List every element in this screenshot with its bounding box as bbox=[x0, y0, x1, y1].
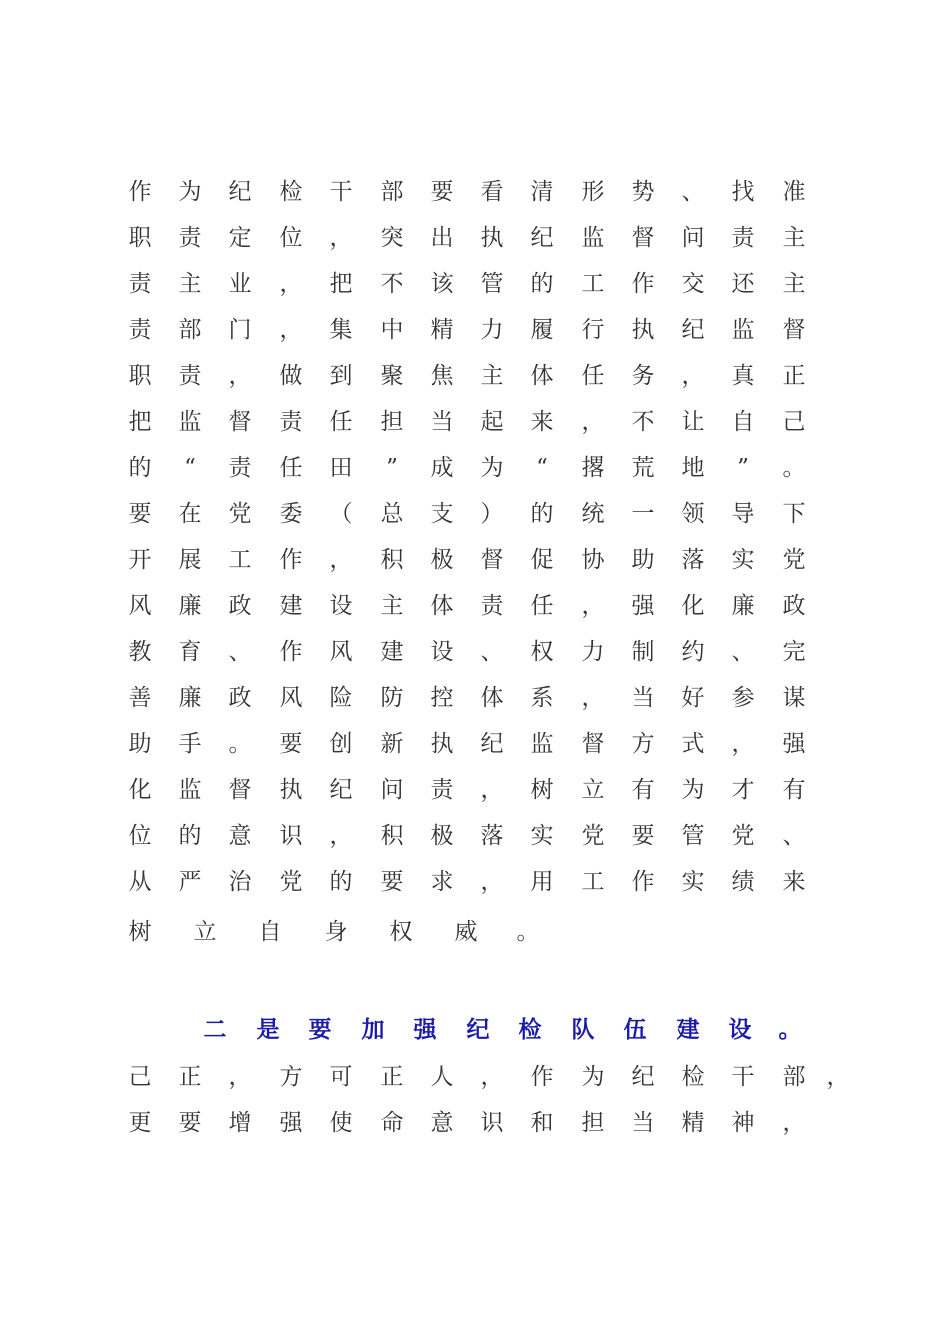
line-char: 识 bbox=[279, 823, 303, 849]
line-char: 监 bbox=[731, 317, 755, 343]
line-char: 主 bbox=[178, 271, 202, 297]
line-char: ， bbox=[782, 1110, 806, 1136]
line-char: 廉 bbox=[178, 593, 202, 619]
line-char: ） bbox=[480, 501, 504, 527]
line-char: 监 bbox=[581, 225, 605, 251]
line-char: 干 bbox=[731, 1064, 755, 1090]
line-char: 责 bbox=[128, 271, 152, 297]
line-char: 工 bbox=[581, 869, 605, 895]
line-char: 地 bbox=[681, 455, 705, 481]
line-char: ， bbox=[329, 547, 353, 573]
line-char: 的 bbox=[530, 501, 554, 527]
line-char: 意 bbox=[430, 1110, 454, 1136]
line-char: 约 bbox=[681, 639, 705, 665]
line-char: 政 bbox=[228, 593, 252, 619]
line-char: 势 bbox=[631, 179, 655, 205]
line-char: 总 bbox=[380, 501, 404, 527]
line-char: 主 bbox=[380, 593, 404, 619]
body-text-line bbox=[0, 678, 950, 718]
line-char: 是 bbox=[256, 1016, 280, 1043]
line-char: 位 bbox=[128, 823, 152, 849]
line-char: 创 bbox=[329, 731, 353, 757]
body-text-line bbox=[0, 816, 950, 856]
line-char: 廉 bbox=[731, 593, 755, 619]
line-char: 权 bbox=[389, 919, 413, 945]
line-char: “ bbox=[536, 455, 548, 481]
line-char: 干 bbox=[329, 179, 353, 205]
line-char: 式 bbox=[681, 731, 705, 757]
line-char: 自 bbox=[258, 919, 282, 945]
line-char: 强 bbox=[279, 1110, 303, 1136]
line-char: ， bbox=[581, 593, 605, 619]
line-char: 管 bbox=[480, 271, 504, 297]
line-char: 严 bbox=[178, 869, 202, 895]
line-char: 育 bbox=[178, 639, 202, 665]
line-char: 新 bbox=[380, 731, 404, 757]
line-char: 设 bbox=[728, 1016, 752, 1043]
line-char: 体 bbox=[430, 593, 454, 619]
line-char: 准 bbox=[782, 179, 806, 205]
line-char: 制 bbox=[631, 639, 655, 665]
line-char: 执 bbox=[279, 777, 303, 803]
line-char: 集 bbox=[329, 317, 353, 343]
line-char: 起 bbox=[480, 409, 504, 435]
line-char: 纪 bbox=[329, 777, 353, 803]
line-char: 来 bbox=[530, 409, 554, 435]
line-char: 正 bbox=[178, 1064, 202, 1090]
line-char: 实 bbox=[530, 823, 554, 849]
line-char: 设 bbox=[430, 639, 454, 665]
line-char: 在 bbox=[178, 501, 202, 527]
line-char: 建 bbox=[676, 1016, 700, 1043]
section-heading bbox=[0, 1010, 950, 1050]
line-char: 把 bbox=[329, 271, 353, 297]
line-char: 担 bbox=[380, 409, 404, 435]
line-char: 执 bbox=[631, 317, 655, 343]
line-char: 力 bbox=[581, 639, 605, 665]
line-char: 作 bbox=[128, 179, 152, 205]
body-text-line bbox=[0, 770, 950, 810]
line-char: 当 bbox=[430, 409, 454, 435]
line-char: 、 bbox=[731, 639, 755, 665]
line-char: 做 bbox=[279, 363, 303, 389]
line-char: 参 bbox=[731, 685, 755, 711]
line-char: 积 bbox=[380, 823, 404, 849]
line-char: 荒 bbox=[631, 455, 655, 481]
line-char: 督 bbox=[228, 409, 252, 435]
line-char: 意 bbox=[228, 823, 252, 849]
line-char: 定 bbox=[228, 225, 252, 251]
line-char: 风 bbox=[128, 593, 152, 619]
line-char: 聚 bbox=[380, 363, 404, 389]
line-char: 督 bbox=[228, 777, 252, 803]
line-char: 方 bbox=[279, 1064, 303, 1090]
line-char: 党 bbox=[581, 823, 605, 849]
line-char: 管 bbox=[681, 823, 705, 849]
line-char: 不 bbox=[380, 271, 404, 297]
line-char: ， bbox=[480, 1064, 504, 1090]
line-char: 、 bbox=[228, 639, 252, 665]
line-char: 自 bbox=[731, 409, 755, 435]
line-char: ， bbox=[228, 363, 252, 389]
line-char: 监 bbox=[178, 777, 202, 803]
line-char: 和 bbox=[530, 1110, 554, 1136]
line-char: 更 bbox=[128, 1110, 152, 1136]
body-text-line bbox=[0, 724, 950, 764]
line-char: 化 bbox=[681, 593, 705, 619]
line-char: 检 bbox=[279, 179, 303, 205]
line-char: 纪 bbox=[466, 1016, 490, 1043]
line-char: 正 bbox=[782, 363, 806, 389]
line-char: 当 bbox=[631, 685, 655, 711]
line-char: 、 bbox=[782, 823, 806, 849]
line-char: 为 bbox=[581, 1064, 605, 1090]
line-char: 履 bbox=[530, 317, 554, 343]
line-char: 行 bbox=[581, 317, 605, 343]
line-char: 责 bbox=[279, 409, 303, 435]
line-char: 责 bbox=[430, 777, 454, 803]
line-char: “ bbox=[184, 455, 196, 481]
line-char: 出 bbox=[430, 225, 454, 251]
line-char: 中 bbox=[380, 317, 404, 343]
line-char: 使 bbox=[329, 1110, 353, 1136]
body-text-line bbox=[0, 862, 950, 902]
line-char: 协 bbox=[581, 547, 605, 573]
line-char: 下 bbox=[782, 501, 806, 527]
line-char: 田 bbox=[329, 455, 353, 481]
line-char: 部 bbox=[782, 1064, 806, 1090]
line-char: 化 bbox=[128, 777, 152, 803]
line-char: 纪 bbox=[530, 225, 554, 251]
line-char: 主 bbox=[782, 225, 806, 251]
line-char: 门 bbox=[228, 317, 252, 343]
line-char: 要 bbox=[380, 869, 404, 895]
line-char: 方 bbox=[631, 731, 655, 757]
line-char: 突 bbox=[380, 225, 404, 251]
body-text-line bbox=[0, 264, 950, 304]
line-char: 执 bbox=[480, 225, 504, 251]
line-char: 才 bbox=[731, 777, 755, 803]
line-char: 导 bbox=[731, 501, 755, 527]
line-char: 教 bbox=[128, 639, 152, 665]
line-char: 当 bbox=[631, 1110, 655, 1136]
line-char: 业 bbox=[228, 271, 252, 297]
line-char: 。 bbox=[516, 919, 540, 945]
line-char: 部 bbox=[380, 179, 404, 205]
line-char: 谋 bbox=[782, 685, 806, 711]
line-char: 威 bbox=[454, 919, 478, 945]
line-char: 问 bbox=[380, 777, 404, 803]
line-char: 党 bbox=[279, 869, 303, 895]
line-char: 己 bbox=[128, 1064, 152, 1090]
line-char: 设 bbox=[329, 593, 353, 619]
line-char: 监 bbox=[178, 409, 202, 435]
line-char: 开 bbox=[128, 547, 152, 573]
line-char: ” bbox=[737, 455, 749, 481]
line-char: 督 bbox=[480, 547, 504, 573]
line-char: 求 bbox=[430, 869, 454, 895]
line-char: 工 bbox=[581, 271, 605, 297]
line-char: 作 bbox=[631, 271, 655, 297]
line-char: 二 bbox=[203, 1016, 227, 1043]
body-text-line bbox=[0, 172, 950, 212]
line-char: 、 bbox=[681, 179, 705, 205]
line-char: 不 bbox=[631, 409, 655, 435]
line-char: 完 bbox=[782, 639, 806, 665]
line-char: 建 bbox=[380, 639, 404, 665]
line-char: 用 bbox=[530, 869, 554, 895]
line-char: 来 bbox=[782, 869, 806, 895]
line-char: 极 bbox=[430, 823, 454, 849]
line-char: 为 bbox=[178, 179, 202, 205]
line-char: ， bbox=[228, 1064, 252, 1090]
line-char: 任 bbox=[329, 409, 353, 435]
line-char: ， bbox=[581, 685, 605, 711]
line-char: 树 bbox=[128, 919, 152, 945]
line-char: 、 bbox=[480, 639, 504, 665]
line-char: 职 bbox=[128, 225, 152, 251]
line-char: 成 bbox=[430, 455, 454, 481]
line-char: 己 bbox=[782, 409, 806, 435]
line-char: 问 bbox=[681, 225, 705, 251]
line-char: ， bbox=[279, 271, 303, 297]
line-char: 任 bbox=[581, 363, 605, 389]
line-char: 督 bbox=[782, 317, 806, 343]
line-char: 有 bbox=[782, 777, 806, 803]
line-char: 落 bbox=[480, 823, 504, 849]
line-char: 撂 bbox=[581, 455, 605, 481]
line-char: 。 bbox=[778, 1016, 802, 1043]
line-char: 一 bbox=[631, 501, 655, 527]
line-char: 责 bbox=[480, 593, 504, 619]
line-char: 助 bbox=[128, 731, 152, 757]
line-char: 要 bbox=[128, 501, 152, 527]
line-char: 政 bbox=[782, 593, 806, 619]
line-char: ， bbox=[329, 823, 353, 849]
line-char: （ bbox=[329, 501, 353, 527]
line-char: 主 bbox=[782, 271, 806, 297]
line-char: 好 bbox=[681, 685, 705, 711]
line-char: 检 bbox=[518, 1016, 542, 1043]
body-text-line bbox=[0, 402, 950, 442]
line-char: ， bbox=[731, 731, 755, 757]
line-char: 强 bbox=[782, 731, 806, 757]
line-char: 实 bbox=[681, 869, 705, 895]
line-char: 正 bbox=[380, 1064, 404, 1090]
line-char: ， bbox=[681, 363, 705, 389]
line-char: 任 bbox=[530, 593, 554, 619]
line-char: 治 bbox=[228, 869, 252, 895]
body-text-line bbox=[0, 912, 950, 952]
line-char: 的 bbox=[128, 455, 152, 481]
line-char: 真 bbox=[731, 363, 755, 389]
line-char: ， bbox=[480, 869, 504, 895]
line-char: 强 bbox=[631, 593, 655, 619]
line-char: 检 bbox=[681, 1064, 705, 1090]
line-char: 纪 bbox=[480, 731, 504, 757]
line-char: 精 bbox=[430, 317, 454, 343]
line-char: 精 bbox=[681, 1110, 705, 1136]
line-char: ” bbox=[386, 455, 398, 481]
line-char: 执 bbox=[430, 731, 454, 757]
line-char: 找 bbox=[731, 179, 755, 205]
body-text-line bbox=[0, 1057, 950, 1097]
line-char: 监 bbox=[530, 731, 554, 757]
line-char: 责 bbox=[228, 455, 252, 481]
line-char: 担 bbox=[581, 1110, 605, 1136]
line-char: 极 bbox=[430, 547, 454, 573]
line-char: 建 bbox=[279, 593, 303, 619]
line-char: 作 bbox=[279, 547, 303, 573]
line-char: 助 bbox=[631, 547, 655, 573]
line-char: 工 bbox=[228, 547, 252, 573]
line-char: 力 bbox=[480, 317, 504, 343]
line-char: ， bbox=[329, 225, 353, 251]
line-char: 善 bbox=[128, 685, 152, 711]
line-char: 要 bbox=[631, 823, 655, 849]
line-char: 主 bbox=[480, 363, 504, 389]
body-text-line bbox=[0, 494, 950, 534]
body-text-line bbox=[0, 218, 950, 258]
line-char: 让 bbox=[681, 409, 705, 435]
line-char: 到 bbox=[329, 363, 353, 389]
line-char: 清 bbox=[530, 179, 554, 205]
line-char: 可 bbox=[329, 1064, 353, 1090]
line-char: 部 bbox=[178, 317, 202, 343]
line-char: 政 bbox=[228, 685, 252, 711]
line-char: 任 bbox=[279, 455, 303, 481]
line-char: 支 bbox=[430, 501, 454, 527]
line-char: 为 bbox=[681, 777, 705, 803]
line-char: 促 bbox=[530, 547, 554, 573]
line-char: 身 bbox=[324, 919, 348, 945]
line-char: 系 bbox=[530, 685, 554, 711]
line-char: ， bbox=[826, 1064, 850, 1090]
line-char: 实 bbox=[731, 547, 755, 573]
line-char: ， bbox=[581, 409, 605, 435]
line-char: 增 bbox=[228, 1110, 252, 1136]
line-char: 立 bbox=[581, 777, 605, 803]
line-char: 形 bbox=[581, 179, 605, 205]
line-char: 纪 bbox=[228, 179, 252, 205]
line-char: 还 bbox=[731, 271, 755, 297]
line-char: 队 bbox=[571, 1016, 595, 1043]
body-text-line bbox=[0, 448, 950, 488]
line-char: 责 bbox=[178, 363, 202, 389]
line-char: 要 bbox=[178, 1110, 202, 1136]
line-char: 督 bbox=[581, 731, 605, 757]
line-char: 为 bbox=[480, 455, 504, 481]
line-char: 党 bbox=[782, 547, 806, 573]
body-text-line bbox=[0, 540, 950, 580]
line-char: 作 bbox=[279, 639, 303, 665]
line-char: 要 bbox=[279, 731, 303, 757]
body-text-line bbox=[0, 310, 950, 350]
line-char: 防 bbox=[380, 685, 404, 711]
line-char: 落 bbox=[681, 547, 705, 573]
line-char: 。 bbox=[782, 455, 806, 481]
line-char: 务 bbox=[631, 363, 655, 389]
line-char: 手 bbox=[178, 731, 202, 757]
line-char: 督 bbox=[631, 225, 655, 251]
line-char: 焦 bbox=[430, 363, 454, 389]
line-char: 统 bbox=[581, 501, 605, 527]
line-char: 要 bbox=[308, 1016, 332, 1043]
line-char: 强 bbox=[413, 1016, 437, 1043]
line-char: 。 bbox=[228, 731, 252, 757]
line-char: 人 bbox=[430, 1064, 454, 1090]
body-text-line bbox=[0, 586, 950, 626]
line-char: 廉 bbox=[178, 685, 202, 711]
line-char: 命 bbox=[380, 1110, 404, 1136]
line-char: 要 bbox=[430, 179, 454, 205]
line-char: 风 bbox=[279, 685, 303, 711]
line-char: 委 bbox=[279, 501, 303, 527]
line-char: 识 bbox=[480, 1110, 504, 1136]
line-char: 的 bbox=[329, 869, 353, 895]
line-char: 的 bbox=[178, 823, 202, 849]
line-char: 险 bbox=[329, 685, 353, 711]
line-char: 有 bbox=[631, 777, 655, 803]
line-char: 党 bbox=[228, 501, 252, 527]
line-char: 权 bbox=[530, 639, 554, 665]
line-char: 责 bbox=[731, 225, 755, 251]
line-char: 树 bbox=[530, 777, 554, 803]
line-char: 位 bbox=[279, 225, 303, 251]
line-char: 从 bbox=[128, 869, 152, 895]
line-char: 体 bbox=[530, 363, 554, 389]
line-char: 风 bbox=[329, 639, 353, 665]
line-char: 控 bbox=[430, 685, 454, 711]
line-char: 把 bbox=[128, 409, 152, 435]
line-char: 责 bbox=[178, 225, 202, 251]
line-char: 责 bbox=[128, 317, 152, 343]
line-char: 伍 bbox=[623, 1016, 647, 1043]
line-char: 职 bbox=[128, 363, 152, 389]
line-char: 看 bbox=[480, 179, 504, 205]
line-char: 神 bbox=[731, 1110, 755, 1136]
body-text-line bbox=[0, 356, 950, 396]
line-char: 作 bbox=[530, 1064, 554, 1090]
line-char: ， bbox=[279, 317, 303, 343]
line-char: 立 bbox=[193, 919, 217, 945]
line-char: 作 bbox=[631, 869, 655, 895]
line-char: 绩 bbox=[731, 869, 755, 895]
line-char: 的 bbox=[530, 271, 554, 297]
line-char: 纪 bbox=[631, 1064, 655, 1090]
line-char: 纪 bbox=[681, 317, 705, 343]
line-char: 积 bbox=[380, 547, 404, 573]
line-char: 交 bbox=[681, 271, 705, 297]
line-char: 党 bbox=[731, 823, 755, 849]
line-char: 展 bbox=[178, 547, 202, 573]
line-char: 该 bbox=[430, 271, 454, 297]
line-char: 加 bbox=[361, 1016, 385, 1043]
line-char: 体 bbox=[480, 685, 504, 711]
body-text-line bbox=[0, 1103, 950, 1143]
body-text-line bbox=[0, 632, 950, 672]
line-char: ， bbox=[480, 777, 504, 803]
line-char: 领 bbox=[681, 501, 705, 527]
